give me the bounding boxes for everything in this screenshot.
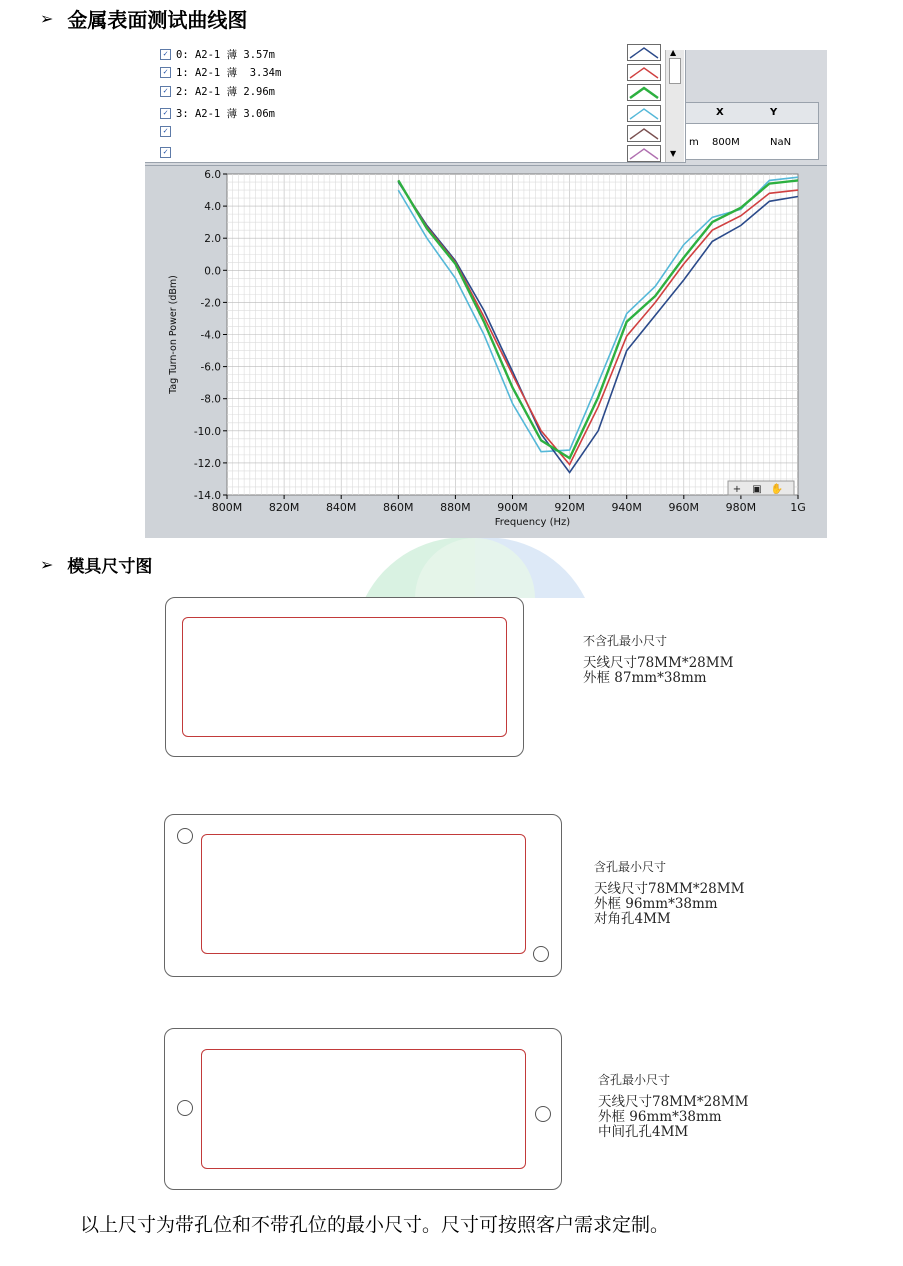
plot-legend [145, 50, 686, 163]
y-tick-label: 4.0 [204, 201, 221, 214]
mold-spec-line: 天线尺寸78MM*28MM [583, 655, 734, 671]
mold-spec-line: 对角孔4MM [594, 911, 671, 927]
test-software-screenshot [145, 50, 827, 537]
x-tick-label: 940M [611, 501, 642, 514]
legend-item[interactable] [160, 143, 176, 161]
mold-spec-subtitle: 含孔最小尺寸 [594, 860, 667, 874]
mounting-hole [533, 946, 549, 962]
cursor-table [685, 102, 819, 160]
arrow-bullet-icon: ➢ [40, 9, 54, 28]
legend-item[interactable] [160, 82, 275, 100]
legend-checkbox[interactable]: ✓ [160, 147, 171, 158]
mold-spec-line: 天线尺寸78MM*28MM [594, 881, 745, 897]
plot-style-swatch[interactable] [627, 84, 661, 101]
y-tick-label: 0.0 [204, 265, 221, 278]
x-tick-label: 1G [790, 501, 806, 514]
section-heading-mold-size [40, 552, 152, 577]
y-tick-label: 2.0 [204, 233, 221, 246]
mold-spec-line: 中间孔孔4MM [598, 1124, 689, 1140]
y-tick-label: -2.0 [200, 297, 221, 310]
mounting-hole [535, 1106, 551, 1122]
plot-style-swatch[interactable] [627, 145, 661, 162]
x-tick-label: 800M [211, 501, 243, 514]
y-tick-label: 6.0 [204, 169, 221, 181]
mold-spec [598, 1073, 748, 1140]
legend-label: 3: A2-1 薄 3.06m [176, 107, 276, 120]
graph-tool-icon[interactable]: ✋ [770, 484, 784, 495]
arrow-bullet-icon: ➢ [40, 555, 54, 574]
footnote-text: 以上尺寸为带孔位和不带孔位的最小尺寸。尺寸可按照客户需求定制。 [80, 1214, 670, 1236]
legend-item[interactable] [160, 45, 275, 63]
scroll-down-icon[interactable]: ▼ [670, 149, 677, 158]
x-tick-label: 820M [268, 501, 300, 514]
antenna-outline [201, 1049, 526, 1169]
frequency-response-chart [145, 166, 827, 538]
y-axis-label: Tag Turn-on Power (dBm) [168, 275, 179, 394]
x-tick-label: 920M [554, 501, 585, 514]
y-tick-label: -12.0 [193, 457, 221, 470]
legend-item[interactable] [160, 104, 275, 122]
x-tick-label: 900M [497, 501, 528, 514]
section-title: 金属表面测试曲线图 [67, 8, 248, 32]
cursor-y-value: NaN [770, 137, 792, 148]
y-tick-label: -8.0 [200, 393, 221, 406]
mold-spec [594, 860, 744, 927]
antenna-outline [182, 617, 507, 737]
waveform-graph [145, 165, 827, 538]
x-tick-label: 840M [325, 501, 357, 514]
x-tick-label: 880M [440, 501, 471, 514]
legend-checkbox[interactable]: ✓ [160, 86, 171, 97]
legend-label: 0: A2-1 薄 3.57m [176, 48, 276, 61]
column-header-y: Y [770, 107, 778, 118]
legend-item[interactable] [160, 122, 176, 140]
graph-tool-icon[interactable]: + [732, 484, 742, 495]
antenna-outline [201, 834, 526, 954]
cursor-cell: m [689, 137, 699, 148]
y-tick-label: -4.0 [200, 329, 221, 342]
plot-style-swatch[interactable] [627, 44, 661, 61]
mold-spec-line: 外框 96mm*38mm [594, 896, 718, 912]
mold-spec-line: 外框 96mm*38mm [598, 1109, 722, 1125]
mold-spec [583, 634, 733, 686]
mold-drawing-no-hole [165, 597, 524, 757]
column-header-x: X [716, 107, 724, 118]
watermark-logo [355, 538, 595, 598]
x-tick-label: 980M [725, 501, 757, 514]
legend-label: 2: A2-1 薄 2.96m [176, 85, 276, 98]
x-tick-label: 960M [668, 501, 700, 514]
section-heading-test-curve [40, 4, 247, 33]
mold-spec-subtitle: 含孔最小尺寸 [598, 1073, 671, 1087]
y-tick-label: -10.0 [193, 425, 221, 438]
graph-tool-icon[interactable]: ▣ [752, 484, 762, 495]
x-axis-label: Frequency (Hz) [494, 517, 571, 528]
legend-checkbox[interactable]: ✓ [160, 67, 171, 78]
mold-spec-subtitle: 不含孔最小尺寸 [583, 634, 668, 648]
scroll-up-icon[interactable]: ▲ [670, 48, 677, 57]
scroll-thumb[interactable] [669, 58, 681, 84]
x-tick-label: 860M [383, 501, 414, 514]
mounting-hole [177, 828, 193, 844]
legend-checkbox[interactable]: ✓ [160, 108, 171, 119]
legend-checkbox[interactable]: ✓ [160, 49, 171, 60]
y-tick-label: -6.0 [200, 361, 221, 374]
legend-scrollbar[interactable] [665, 50, 684, 162]
section-title: 模具尺寸图 [67, 557, 153, 577]
plot-style-swatch[interactable] [627, 125, 661, 142]
mold-spec-line: 天线尺寸78MM*28MM [598, 1094, 749, 1110]
cursor-x-value: 800M [712, 137, 740, 148]
plot-style-swatch[interactable] [627, 64, 661, 81]
mold-drawing-diagonal-holes [164, 814, 562, 977]
legend-checkbox[interactable]: ✓ [160, 126, 171, 137]
mounting-hole [177, 1100, 193, 1116]
legend-label: 1: A2-1 薄 3.34m [176, 66, 282, 79]
cursor-table-header [686, 103, 818, 124]
legend-item[interactable] [160, 63, 281, 81]
mold-drawing-middle-holes [164, 1028, 562, 1190]
plot-style-swatch[interactable] [627, 105, 661, 122]
y-tick-label: -14.0 [193, 490, 221, 502]
mold-spec-line: 外框 87mm*38mm [583, 670, 707, 686]
